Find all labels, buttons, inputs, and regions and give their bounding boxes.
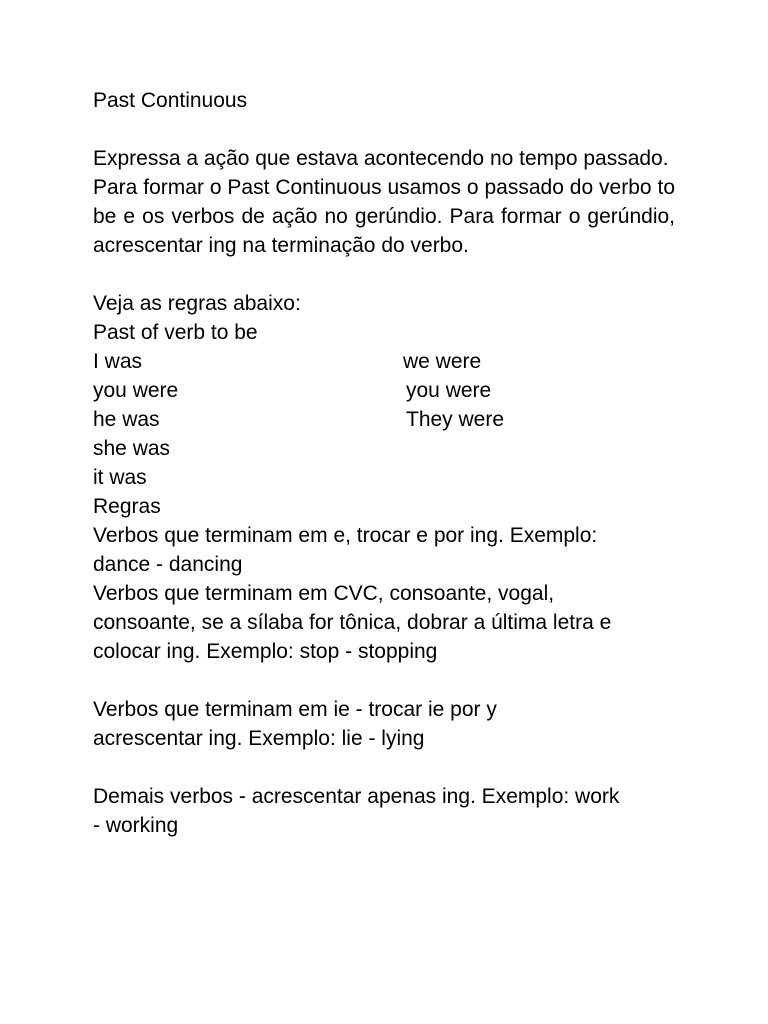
spacer <box>93 753 675 782</box>
conjugation-row <box>93 376 675 405</box>
conjugation-singular: I was <box>93 350 143 373</box>
rule-1-line-1: Verbos que terminam em e, trocar e por ing. Exemplo: <box>93 524 598 547</box>
conjugation-plural: we were <box>403 350 482 373</box>
intro-paragraph-1: Expressa a ação que estava acontecendo no tempo passado. <box>93 147 669 170</box>
conjugation-singular: she was <box>93 437 171 460</box>
spacer <box>93 260 675 289</box>
verb-to-be-heading: Past of verb to be <box>93 321 258 344</box>
spacer <box>93 115 675 144</box>
conjugation-singular: you were <box>93 379 179 402</box>
conjugation-row <box>93 347 675 376</box>
rule-2-line-2: consoante, se a sílaba for tônica, dobrar a última letra e <box>93 611 612 634</box>
rule-4-line-1: Demais verbos - acrescentar apenas ing. Exemplo: work <box>93 785 620 808</box>
conjugation-singular: he was <box>93 408 160 431</box>
rule-4-line-2: - working <box>93 814 179 837</box>
rules-intro: Veja as regras abaixo: <box>93 292 301 315</box>
rules-heading: Regras <box>93 495 161 518</box>
intro-paragraph-2: Para formar o Past Continuous usamos o passado do verbo to be e os verbos de ação no gerúndio. Para formar o gerúndio, acrescentar ing na terminação do verbo. <box>93 176 675 257</box>
conjugation-plural: They were <box>406 408 505 431</box>
rule-1-line-2: dance - dancing <box>93 553 243 576</box>
document-title: Past Continuous <box>93 89 248 112</box>
rule-2-line-3: colocar ing. Exemplo: stop - stopping <box>93 640 438 663</box>
document-page <box>93 86 675 840</box>
conjugation-row <box>93 434 675 463</box>
rule-2-line-1: Verbos que terminam em CVC, consoante, vogal, <box>93 582 555 605</box>
conjugation-plural: you were <box>406 379 492 402</box>
conjugation-singular: it was <box>93 466 147 489</box>
rule-3-line-2: acrescentar ing. Exemplo: lie - lying <box>93 727 425 750</box>
rule-3-line-1: Verbos que terminam em ie - trocar ie por y <box>93 698 497 721</box>
conjugation-row <box>93 463 675 492</box>
spacer <box>93 666 675 695</box>
conjugation-row <box>93 405 675 434</box>
